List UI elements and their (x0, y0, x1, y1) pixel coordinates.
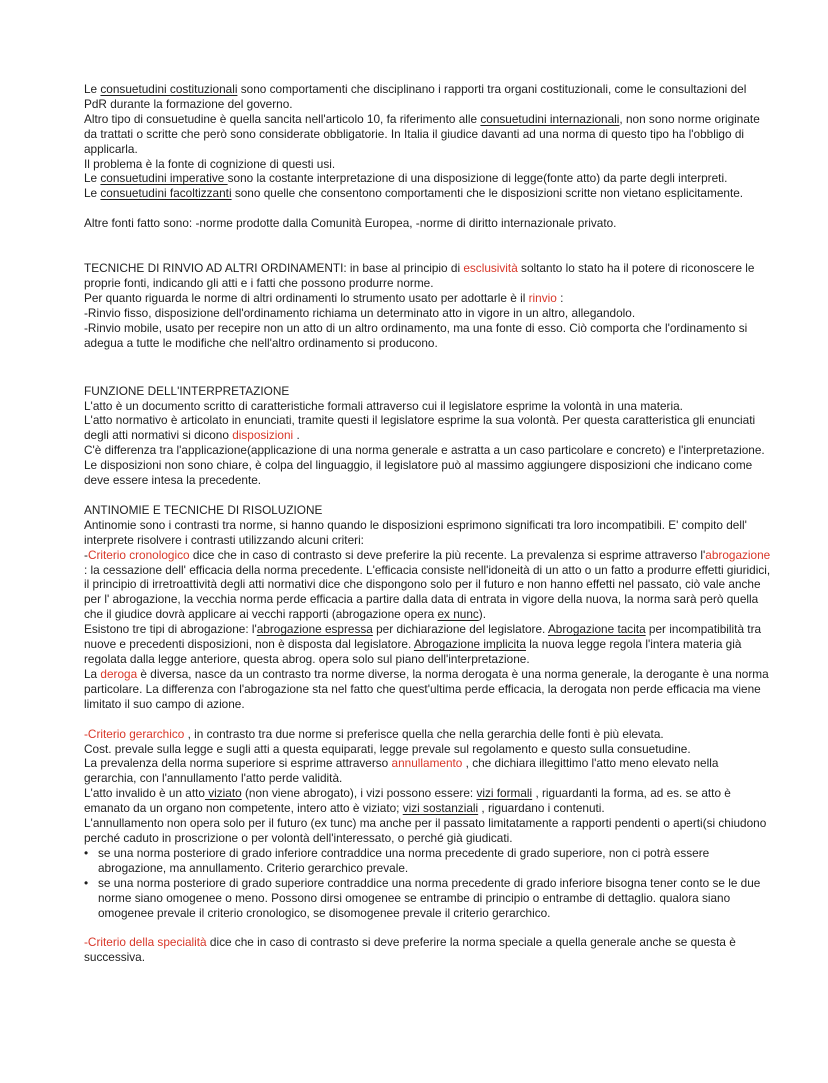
paragraph-antinomie: Antinomie sono i contrasti tra norme, si hanno quando le disposizioni esprimono significati tra loro incompatibili. E' compito dell' interprete risolvere i contrasti utilizzando alcuni criteri: (84, 517, 747, 547)
underlined-term: vizi formali (476, 786, 533, 801)
highlighted-term: deroga (100, 666, 138, 681)
paragraph-cost-prevale: Cost. prevale sulla legge e sugli atti a questa equiparati, legge prevale sul regolamento e questo sulla consuetudine. (84, 741, 691, 756)
paragraph-atto-normativo: L'atto normativo è articolato in enunciati, tramite questi il legislatore esprime la sua volontà. Per questa caratteristica gli enunciati degli atti normativi si dicono disposizioni . (84, 413, 756, 443)
highlighted-term: annullamento (391, 756, 463, 771)
paragraph-criterio-gerarchico: -Criterio gerarchico , in contrasto tra due norme si preferisce quella che nella gerarchia delle fonti è più elevata. (84, 726, 664, 741)
list-item: • se una norma posteriore di grado superiore contraddice una norma precedente di grado inferiore bisogna tener conto se le due norme siano omogenee o meno. Possono dirsi omogenee se entrambe di principio o entrambe di dettaglio. qualora siano omogenee prevale il criterio cronologico, se disomogenee prevale il criterio gerarchico. (84, 876, 772, 921)
paragraph-criterio-cronologico: -Criterio cronologico dice che in caso di contrasto si deve preferire la più recente. La prevalenza si esprime attraverso l'abrogazione : la cessazione dell' efficacia della norma precedente. L'efficacia consiste nell'idoneità di un atto o un fatto a produrre effetti giuridici, il principio di irretroattività degli atti normativi dice che dispongono solo per il futuro e non hanno effetti nel passato, ciò vale anche per l' abrogazione, la vecchia norma perde efficacia a partire dalla data di entrata in vigore della nuova, la norma sarà però quella che il giudice dovrà applicare ai vecchi rapporti (abrogazione opera ex nunc). (84, 547, 771, 622)
paragraph-fonte-cognizione: Il problema è la fonte di cognizione di questi usi. (84, 156, 336, 171)
highlighted-term: abrogazione (705, 547, 771, 562)
paragraph-consuetudini-costituzionali: Le consuetudini costituzionali sono comportamenti che disciplinano i rapporti tra organi costituzionali, come le consultazioni del PdR durante la formazione del governo. (84, 82, 747, 111)
underlined-term: ex nunc (437, 607, 479, 622)
paragraph-tecniche-di-rinvio: TECNICHE DI RINVIO AD ALTRI ORDINAMENTI: in base al principio di esclusività soltanto lo stato ha il potere di riconoscere le proprie fonti, indicando gli atti e i fatti che possono produrre norme. (84, 261, 755, 291)
paragraph-applicazione-interpretazione: C'è differenza tra l'applicazione(applicazione di una norma generale e astratta a un caso particolare e concreto) e l'interpretazione. Le disposizioni non sono chiare, è colpa del linguaggio, il legislatore può al massimo aggiungere disposizioni che indicano come deve essere intesa la precedente. (84, 443, 765, 488)
underlined-term: consuetudini imperative (100, 171, 228, 186)
highlighted-term: -Criterio gerarchico (84, 726, 185, 741)
list-item: • se una norma posteriore di grado inferiore contraddice una norma precedente di grado superiore, non ci potrà essere abrogazione, ma annullamento. Criterio gerarchico prevale. (84, 846, 772, 876)
underlined-term: consuetudini facoltizzanti (100, 186, 232, 201)
highlighted-term: rinvio (528, 290, 557, 305)
heading-antinomie: ANTINOMIE E TECNICHE DI RISOLUZIONE (84, 502, 323, 517)
heading-funzione-interpretazione: FUNZIONE DELL'INTERPRETAZIONE (84, 383, 290, 398)
highlighted-term: esclusività (463, 261, 518, 276)
underlined-term: vizi sostanziali (402, 801, 479, 816)
paragraph-rinvio-mobile: -Rinvio mobile, usato per recepire non un atto di un altro ordinamento, ma una fonte di esso. Ciò comporta che l'ordinamento si adegua a tutte le modifiche che nell'altro ordinamento si producono. (84, 320, 748, 350)
paragraph-rinvio-fisso: -Rinvio fisso, disposizione dell'ordinamento richiama un determinato atto in vigore in un altro, allegandolo. (84, 305, 636, 320)
underlined-term: Abrogazione tacita (547, 622, 646, 637)
highlighted-term: Criterio cronologico (87, 547, 190, 562)
paragraph-criterio-specialita: -Criterio della specialità dice che in caso di contrasto si deve preferire la norma speciale a quella generale anche se questa è successiva. (84, 935, 736, 965)
underlined-term: Abrogazione implicita (413, 637, 527, 652)
underlined-term: consuetudini costituzionali (100, 82, 238, 96)
paragraph-deroga: La deroga è diversa, nasce da un contrasto tra norme diverse, la norma derogata è una norma generale, la derogante è una norma particolare. La differenza con l'abrogazione sta nel fatto che quest'ultima perde efficacia, la derogata non perde efficacia ma viene limitato il suo campo di azione. (84, 666, 769, 711)
underlined-term: viziato (204, 786, 242, 801)
paragraph-consuetudini-facoltizzanti: Le consuetudini facoltizzanti sono quelle che consentono comportamenti che le disposizioni scritte non vietano esplicitamente. (84, 186, 744, 201)
paragraph-tipi-abrogazione: Esistono tre tipi di abrogazione: l'abrogazione espressa per dichiarazione del legislatore. Abrogazione tacita per incompatibilità tra nuove e precedenti disposizioni, non è disposta dal legislatore. Abrogazione implicita la nuova legge regola l'intera materia già regolata dalla legge anteriore, questa abrog. opera solo sul piano dell'interpretazione. (84, 622, 762, 666)
highlighted-term: -Criterio della specialità (84, 935, 207, 950)
paragraph-consuetudini-imperative: Le consuetudini imperative sono la costante interpretazione di una disposizione di legge(fonte atto) da parte degli interpreti. (84, 171, 728, 186)
paragraph-altre-fonti-fatto: Altre fonti fatto sono: -norme prodotte dalla Comunità Europea, -norme di diritto internazionale privato. (84, 216, 617, 231)
underlined-term: abrogazione espressa (256, 622, 373, 637)
paragraph-atto-documento: L'atto è un documento scritto di caratteristiche formali attraverso cui il legislatore esprime la volontà in una materia. (84, 398, 683, 413)
bullet-list (84, 846, 772, 921)
paragraph-rinvio: Per quanto riguarda le norme di altri ordinamenti lo strumento usato per adottarle è il rinvio : (84, 290, 564, 305)
underlined-term: consuetudini internazionali (480, 111, 620, 126)
highlighted-term: disposizioni (232, 428, 294, 443)
paragraph-annullamento-ex-tunc: L'annullamento non opera solo per il futuro (ex tunc) ma anche per il passato limitatamente a rapporti pendenti o aperti(si chiudono perché caduto in proscrizione o per volontà dell'interessato, o perché già giudicati. (84, 816, 767, 845)
paragraph-annullamento: La prevalenza della norma superiore si esprime attraverso annullamento , che dichiara illegittimo l'atto meno elevato nella gerarchia, con l'annullamento l'atto perde validità. (84, 756, 719, 786)
paragraph-atto-invalido: L'atto invalido è un atto viziato (non viene abrogato), i vizi possono essere: vizi formali , riguardanti la forma, ad es. se atto è emanato da un organo non competente, intero atto è viziato; vizi sostanziali , riguardano i contenuti. (84, 786, 731, 816)
paragraph-consuetudini-internazionali: Altro tipo di consuetudine è quella sancita nell'articolo 10, fa riferimento alle consuetudini internazionali, non sono norme originate da trattati o scritte che però sono considerate obbligatorie. In Italia il giudice davanti ad una norma di questo tipo ha l'obbligo di applicarla. (84, 111, 760, 156)
